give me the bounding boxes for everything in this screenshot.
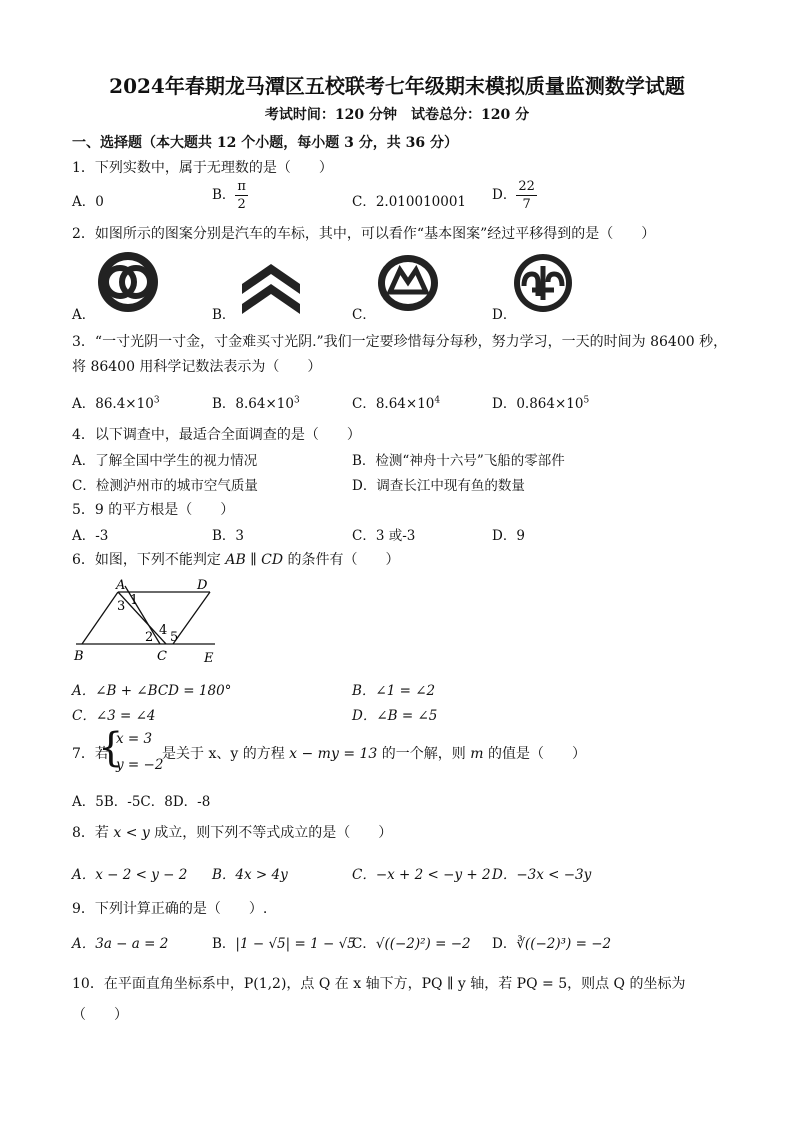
q6-option-b: B．∠1 = ∠2 [352, 683, 436, 699]
q9-option-d: D．∛((−2)³) = −2 [492, 936, 612, 952]
q4-option-a: A．了解全国中学生的视力情况 [72, 453, 258, 469]
question-7-prefix: 7．若 [72, 746, 109, 762]
fig-label-A: A [116, 578, 126, 593]
q4-option-b: B．检测“神舟十六号”飞船的零部件 [352, 453, 565, 469]
q4-option-d: D．调查长江中现有鱼的数量 [352, 478, 525, 494]
car-logo-a-icon [96, 250, 160, 314]
q8-option-a: A．x − 2 < y − 2 [72, 867, 188, 883]
question-4-stem: 4．以下调查中，最适合全面调查的是（ ） [72, 427, 361, 443]
fig-angle-3: 3 [117, 599, 126, 614]
q2-option-c: C． [352, 307, 376, 323]
question-10-stem-cont: （ ） [72, 1007, 128, 1023]
fig-angle-4: 4 [159, 623, 168, 638]
fig-angle-2: 2 [145, 630, 154, 645]
car-logo-b-chevrons-icon [238, 258, 304, 316]
q1-option-d: D． $\frac{22}{7}$ [492, 179, 535, 212]
car-logo-d-icon [512, 252, 574, 314]
question-3-stem-line2: 将 86400 用科学记数法表示为（ ） [72, 359, 322, 375]
q3-option-c: C．$8.64\times 10^4$ [352, 395, 441, 412]
question-2-stem: 2．如图所示的图案分别是汽车的车标，其中，可以看作“基本图案”经过平移得到的是（ ） [72, 226, 656, 242]
q9-option-a: A．3a − a = 2 [72, 936, 169, 952]
fig-angle-1: 1 [130, 593, 139, 608]
q9-option-b: B．|1 − √5| = 1 − √5 [212, 936, 356, 952]
question-9-stem: 9．下列计算正确的是（ ）. [72, 901, 268, 917]
q3-option-a: A．$86.4\times 10^3$ [72, 395, 160, 412]
q8-option-c: C．−x + 2 < −y + 2 [352, 867, 491, 883]
q3-option-b: B．$8.64\times 10^3$ [212, 395, 300, 412]
q5-option-b: B．3 [212, 528, 245, 544]
system-brace: { [98, 725, 124, 771]
q6-option-d: D．∠B = ∠5 [352, 708, 438, 724]
question-10-stem: 10．在平面直角坐标系中，P(1,2)，点 Q 在 x 轴下方，PQ ∥ y 轴，若 PQ = 5，则点 Q 的坐标为 [72, 976, 686, 992]
q9-option-c: C．√((−2)²) = −2 [352, 936, 471, 952]
exam-info: 考试时间：120 分钟 试卷总分：120 分 [264, 107, 530, 123]
q1-option-c: C．2.010010001 [352, 194, 467, 210]
q1-option-b: B． $\frac{\pi}{2}$ [212, 179, 246, 212]
car-logo-c-icon [376, 252, 440, 314]
q7-options: A．5B．-5C．8D．-8 [72, 794, 211, 810]
question-7-stem: 是关于 x、y 的方程 x − my = 13 的一个解，则 m 的值是（ ） [162, 746, 586, 762]
q6-option-c: C．∠3 = ∠4 [72, 708, 156, 724]
parallelogram-figure [70, 574, 220, 670]
fig-label-E: E [204, 651, 214, 666]
question-1-stem: 1．下列实数中，属于无理数的是（ ） [72, 160, 333, 176]
system-row-2: y = −2 [116, 757, 164, 773]
fig-label-D: D [197, 578, 208, 593]
question-8-stem: 8．若 x < y 成立，则下列不等式成立的是（ ） [72, 825, 393, 841]
question-5-stem: 5．9 的平方根是（ ） [72, 502, 235, 518]
q4-option-c: C．检测泸州市的城市空气质量 [72, 478, 258, 494]
q2-option-a: A． [72, 307, 96, 323]
fig-angle-5: 5 [170, 630, 179, 645]
q3-option-d: D．$0.864\times 10^5$ [492, 395, 590, 412]
q5-option-a: A．-3 [72, 528, 109, 544]
question-6-stem: 6．如图，下列不能判定 AB ∥ CD 的条件有（ ） [72, 552, 400, 568]
system-row-1: x = 3 [116, 731, 153, 747]
fig-label-C: C [157, 649, 167, 664]
q6-option-a: A．∠B + ∠BCD = 180° [72, 683, 232, 699]
page-title: 2024年春期龙马潭区五校联考七年级期末模拟质量监测数学试题 [109, 74, 685, 98]
q2-option-b: B． [212, 307, 236, 323]
section-heading: 一、选择题（本大题共 12 个小题，每小题 3 分，共 36 分） [72, 135, 458, 151]
q1-option-a: A．0 [72, 194, 104, 210]
q8-option-b: B．4x > 4y [212, 867, 288, 883]
q2-option-d: D． [492, 307, 517, 323]
q8-option-d: D．−3x < −3y [492, 867, 592, 883]
q5-option-d: D．9 [492, 528, 525, 544]
question-3-stem-line1: 3．“一寸光阴一寸金，寸金难买寸光阴.”我们一定要珍惜每分每秒，努力学习，一天的时间为 86400 秒， [72, 334, 728, 350]
q5-option-c: C．3 或-3 [352, 528, 416, 544]
fig-label-B: B [74, 649, 84, 664]
